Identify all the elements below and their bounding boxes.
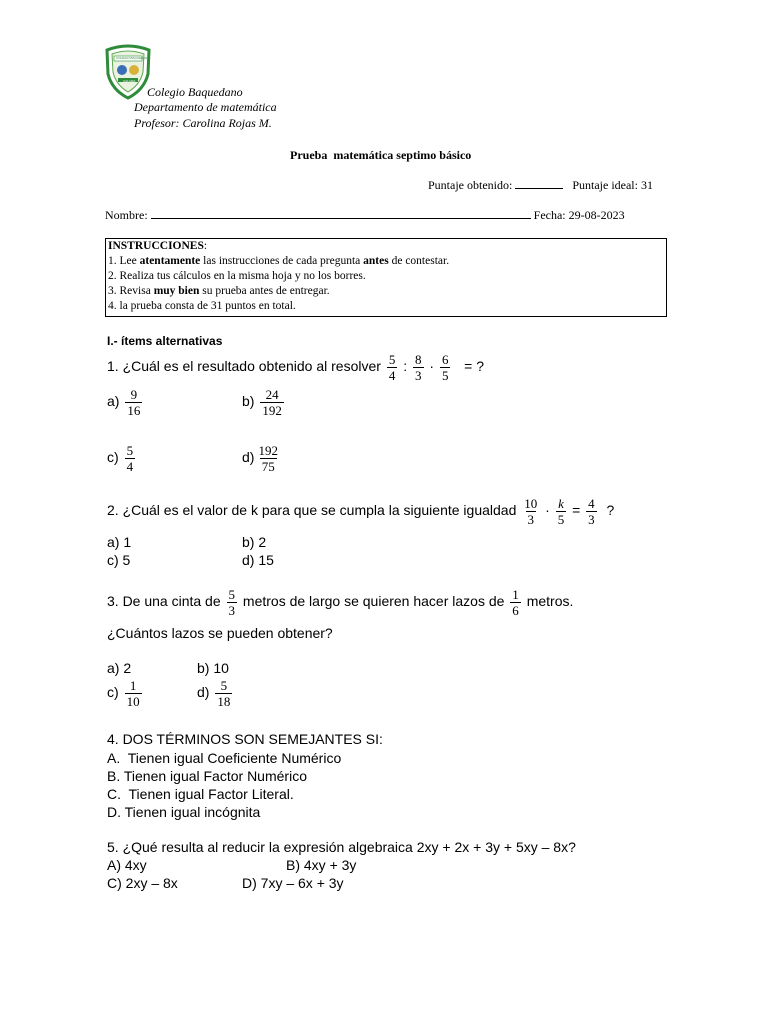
question-5: 5. ¿Qué resulta al reducir la expresión algebraica 2xy + 2x + 3y + 5xy – 8x? <box>107 839 576 855</box>
q4-option-d[interactable]: D. Tienen igual incógnita <box>107 804 261 820</box>
school-name: Colegio Baquedano <box>147 85 243 99</box>
question-2: 2. ¿Cuál es el valor de k para que se cumpla la siguiente igualdad $\frac{10}{3}$ · $\frac{k}{5}$ = $\frac{4}{3}$ ? <box>107 496 615 527</box>
school-logo <box>104 44 152 100</box>
q5-option-b[interactable]: B) 4xy + 3y <box>286 857 357 873</box>
q4-option-c[interactable]: C. Tienen igual Factor Literal. <box>107 786 294 802</box>
fraction: $\frac{4}{3}$ <box>588 496 595 527</box>
fraction: $\frac{6}{5}$ <box>441 352 449 383</box>
q2-option-b[interactable]: b) 2 <box>242 534 267 550</box>
name-blank <box>151 218 531 219</box>
instructions-title: INSTRUCCIONES <box>108 240 204 252</box>
school-crest-icon <box>104 44 152 100</box>
question-4: 4. DOS TÉRMINOS SON SEMEJANTES SI: <box>107 731 383 747</box>
fraction: $\frac{8}{3}$ <box>415 352 422 383</box>
q1-option-d[interactable]: d) $\frac{192}{75}$ <box>242 443 278 474</box>
q3-option-c[interactable]: c) $\frac{1}{10}$ <box>107 678 140 709</box>
teacher-name: Profesor: Carolina Rojas M. <box>134 116 272 130</box>
logo-text: COLEGIO BAQUEDANO <box>116 56 150 60</box>
logo-subtext: CALAMA <box>123 79 136 83</box>
instructions-box: INSTRUCCIONES: 1. Lee atentamente las instrucciones de cada pregunta antes de contestar. 2. Realiza tus cálculos en la misma hoja y no los borres. 3. Revisa muy bien su prueba antes de entregar. 4. la prueba consta de 31 puntos en total. <box>105 238 667 317</box>
section-title: I.- ítems alternativas <box>107 334 223 348</box>
q2-option-a[interactable]: a) 1 <box>107 534 132 550</box>
question-3: 3. De una cinta de $\frac{5}{3}$ metros de largo se quieren hacer lazos de $\frac{1}{6}$ metros. <box>107 587 574 618</box>
instruction-1: 1. Lee atentamente las instrucciones de cada pregunta antes de contestar. <box>108 255 450 267</box>
fraction: $\frac{10}{3}$ <box>524 496 538 527</box>
date-label: Fecha: 29-08-2023 <box>533 208 625 222</box>
q4-option-a[interactable]: A. Tienen igual Coeficiente Numérico <box>107 750 342 766</box>
q2-option-c[interactable]: c) 5 <box>107 552 131 568</box>
score-row <box>428 178 653 193</box>
q3-option-b[interactable]: b) 10 <box>197 660 229 676</box>
department-name: Departamento de matemática <box>134 100 277 114</box>
name-row <box>105 208 625 223</box>
q5-option-d[interactable]: D) 7xy – 6x + 3y <box>242 875 344 891</box>
question-3-line-2: ¿Cuántos lazos se pueden obtener? <box>107 625 333 641</box>
question-1: 1. ¿Cuál es el resultado obtenido al resolver $\frac{5}{4}$ : $\frac{8}{3}$ · $\frac{6}{5}$ = ? <box>107 352 484 383</box>
q3-option-d[interactable]: d) $\frac{5}{18}$ <box>197 678 231 709</box>
q1-option-a[interactable]: a) $\frac{9}{16}$ <box>107 387 141 418</box>
instruction-4: 4. la prueba consta de 31 puntos en total. <box>108 300 296 312</box>
q4-option-b[interactable]: B. Tienen igual Factor Numérico <box>107 768 307 784</box>
fraction: $\frac{5}{4}$ <box>388 352 396 383</box>
fraction: $\frac{1}{6}$ <box>512 587 519 618</box>
score-obtained-label: Puntaje obtenido: <box>428 178 513 192</box>
q5-option-a[interactable]: A) 4xy <box>107 857 147 873</box>
q5-option-c[interactable]: C) 2xy – 8x <box>107 875 178 891</box>
score-ideal-label: Puntaje ideal: 31 <box>572 178 653 192</box>
q3-option-a[interactable]: a) 2 <box>107 660 132 676</box>
question-2-text: 2. ¿Cuál es el valor de k para que se cumpla la siguiente igualdad <box>107 502 517 519</box>
fraction: $\frac{k}{5}$ <box>557 496 565 527</box>
instruction-3: 3. Revisa muy bien su prueba antes de entregar. <box>108 285 330 297</box>
q1-option-b[interactable]: b) $\frac{24}{192}$ <box>242 387 282 418</box>
fraction: $\frac{5}{3}$ <box>228 587 236 618</box>
page-title: Prueba matemática septimo básico <box>290 148 472 162</box>
q1-option-c[interactable]: c) $\frac{5}{4}$ <box>107 443 134 474</box>
q2-option-d[interactable]: d) 15 <box>242 552 274 568</box>
score-blank <box>515 188 563 189</box>
question-1-text: 1. ¿Cuál es el resultado obtenido al resolver <box>107 358 381 375</box>
instruction-2: 2. Realiza tus cálculos en la misma hoja y no los borres. <box>108 270 366 282</box>
name-label: Nombre: <box>105 208 148 222</box>
